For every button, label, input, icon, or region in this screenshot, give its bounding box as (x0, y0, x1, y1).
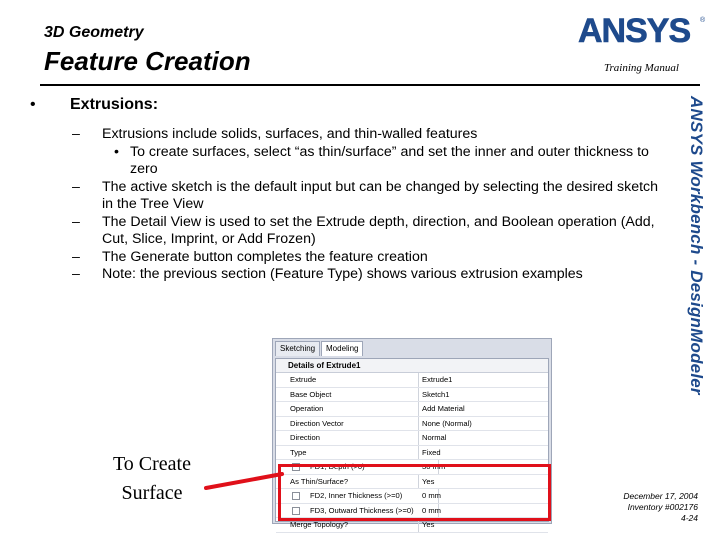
callout-text (96, 450, 208, 508)
bullet-marker: • (30, 96, 36, 113)
tab-sketching[interactable]: Sketching (275, 341, 320, 356)
bullet-list (60, 126, 660, 284)
table-row[interactable] (276, 431, 548, 446)
property-name: FD3, Outward Thickness (>=0) (288, 504, 439, 518)
list-item-text: The Generate button completes the feature creation (102, 248, 428, 265)
property-name: Extrude (288, 373, 419, 387)
table-row[interactable] (276, 446, 548, 461)
property-value[interactable]: Fixed (422, 447, 441, 457)
property-value[interactable]: None (Normal) (422, 418, 472, 428)
list-item (60, 249, 660, 267)
ansys-logo (576, 10, 710, 50)
list-item (60, 214, 660, 249)
side-banner-text: ANSYS Workbench - DesignModeler (687, 96, 706, 395)
list-item (60, 144, 660, 179)
details-header: Details of Extrude1 (276, 359, 548, 373)
property-name: As Thin/Surface? (288, 475, 419, 489)
side-banner (676, 96, 712, 452)
list-item (60, 179, 660, 214)
property-name: Direction Vector (288, 417, 419, 431)
section-subtitle: 3D Geometry (44, 24, 144, 41)
callout-line-1: To Create (112, 453, 191, 475)
dash-marker: – (72, 248, 80, 265)
list-item-text: Extrusions include solids, surfaces, and thin-walled features (102, 126, 478, 142)
footer-date: December 17, 2004 (623, 491, 698, 501)
property-value[interactable]: Sketch1 (422, 389, 450, 399)
list-item-text: The active sketch is the default input but can be changed by selecting the desired sketch in the Tree View (102, 178, 659, 212)
callout-line-2: Surface (121, 482, 183, 504)
property-name: FD2, Inner Thickness (>=0) (288, 489, 439, 503)
property-name: FD1, Depth (>0) (288, 460, 439, 474)
property-value[interactable]: Yes (422, 520, 435, 529)
dash-marker: – (72, 126, 80, 142)
page-title: Feature Creation (44, 46, 251, 76)
property-value[interactable]: 0 mm (422, 505, 441, 515)
list-item (60, 266, 660, 284)
tab-modeling[interactable]: Modeling (321, 341, 363, 356)
footer-inventory: Inventory #002176 (627, 502, 698, 512)
property-value[interactable]: Extrude1 (422, 375, 453, 384)
footer-info (600, 491, 698, 524)
training-manual-label: Training Manual (604, 62, 679, 74)
table-row[interactable] (276, 417, 548, 432)
bullet-title: Extrusions: (70, 96, 159, 113)
list-item (60, 126, 660, 144)
list-item-text: Note: the previous section (Feature Type) shows various extrusion examples (102, 266, 583, 282)
header-rule (40, 84, 700, 86)
dash-marker: – (72, 178, 80, 195)
dot-marker: • (114, 143, 119, 160)
property-value[interactable]: Normal (422, 433, 447, 442)
svg-text:ANSYS: ANSYS (578, 12, 691, 50)
highlight-box (278, 464, 551, 521)
property-value[interactable]: 0 mm (422, 491, 441, 500)
list-item-text: The Detail View is used to set the Extrude depth, direction, and Boolean operation (Add, Cut, Slice, Imprint, or Add Frozen) (102, 213, 655, 247)
property-value[interactable]: Add Material (422, 404, 465, 413)
callout-arrow-icon (196, 468, 292, 492)
table-row[interactable] (276, 402, 548, 417)
property-name: Merge Topology? (288, 518, 419, 532)
svg-text:®: ® (700, 17, 706, 24)
dash-marker: – (72, 266, 80, 282)
dash-marker: – (72, 213, 80, 230)
table-row[interactable] (276, 373, 548, 388)
table-row[interactable] (276, 388, 548, 403)
property-name: Direction (288, 431, 419, 445)
list-item-text: To create surfaces, select “as thin/surface” and set the inner and outer thickness to zero (130, 143, 649, 177)
property-value[interactable]: Yes (422, 476, 435, 486)
property-name: Operation (288, 402, 419, 416)
page-number: 4-24 (680, 513, 698, 523)
property-name: Base Object (288, 388, 419, 402)
property-value[interactable]: 30 mm (422, 462, 446, 471)
property-name: Type (288, 446, 419, 460)
